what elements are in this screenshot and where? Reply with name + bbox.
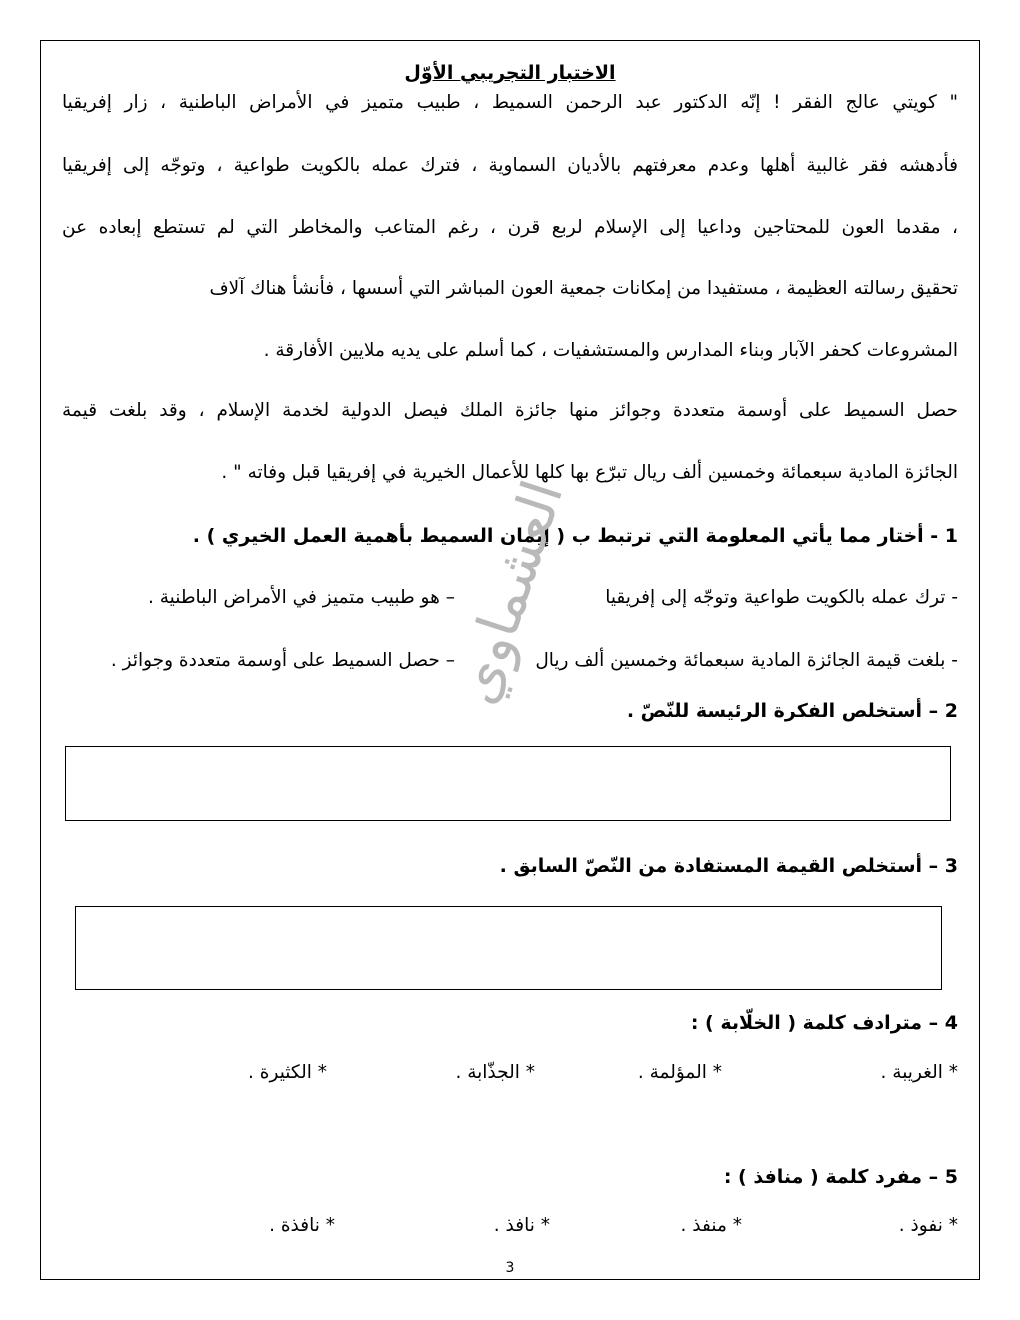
question-3: 3 – أستخلص القيمة المستفادة من النّصّ السابق . (499, 855, 958, 877)
answer-box-q2[interactable] (65, 746, 951, 821)
q1-option-4[interactable]: – حصل السميط على أوسمة متعددة وجوائز . (110, 650, 455, 671)
question-1: 1 - أختار مما يأتي المعلومة التي ترتبط ب ( إيمان السميط بأهمية العمل الخيري ) . (192, 525, 958, 547)
passage-line-3: ، مقدما العون للمحتاجين وداعيا إلى الإسلام لربع قرن ، رغم المتاعب والمخاطر التي لم تستطع إبعاده عن (62, 217, 958, 238)
passage-line-2: فأدهشه فقر غالبية أهلها وعدم معرفتهم بالأديان السماوية ، فترك عمله بالكويت طواعية ، وتوجّه إلى إفريقيا (62, 155, 958, 176)
q4-option-4[interactable]: * الكثيرة . (248, 1062, 327, 1083)
q4-option-3[interactable]: * الجذّابة . (455, 1062, 535, 1083)
exam-title: الاختبار التجريبي الأوّل (404, 62, 616, 84)
q1-option-3[interactable]: - بلغت قيمة الجائزة المادية سبعمائة وخمسين ألف ريال (535, 650, 958, 671)
q5-option-4[interactable]: * نافذة . (269, 1215, 335, 1236)
passage-line-5: المشروعات كحفر الآبار وبناء المدارس والمستشفيات ، كما أسلم على يديه ملايين الأفارقة . (263, 340, 958, 361)
passage-line-6: حصل السميط على أوسمة متعددة وجوائز منها جائزة الملك فيصل الدولية لخدمة الإسلام ، وقد بلغت قيمة (62, 400, 958, 421)
q4-option-2[interactable]: * المؤلمة . (637, 1062, 722, 1083)
question-5: 5 – مفرد كلمة ( منافذ ) : (723, 1166, 958, 1188)
q4-option-1[interactable]: * الغريبة . (880, 1062, 958, 1083)
page-number: 3 (505, 1260, 515, 1276)
question-4: 4 – مترادف كلمة ( الخلّابة ) : (690, 1012, 958, 1034)
q5-option-3[interactable]: * نافذ . (493, 1215, 550, 1236)
question-2: 2 – أستخلص الفكرة الرئيسة للنّصّ . (626, 700, 958, 722)
q1-option-1[interactable]: - ترك عمله بالكويت طواعية وتوجّه إلى إفريقيا (605, 587, 958, 608)
passage-line-4: تحقيق رسالته العظيمة ، مستفيدا من إمكانات جمعية العون المباشر التي أسسها ، فأنشأ هناك آلاف (209, 278, 958, 299)
passage-line-7: الجائزة المادية سبعمائة وخمسين ألف ريال تبرّع بها كلها للأعمال الخيرية في إفريقيا قبل وفاته " . (221, 462, 958, 483)
watermark: العشماوي (443, 473, 577, 712)
passage-line-1: " كويتي عالج الفقر ! إنّه الدكتور عبد الرحمن السميط ، طبيب متميز في الأمراض الباطنية ، زار إفريقيا (62, 92, 958, 113)
q5-option-2[interactable]: * منفذ . (680, 1215, 742, 1236)
q1-option-2[interactable]: – هو طبيب متميز في الأمراض الباطنية . (147, 587, 455, 608)
answer-box-q3[interactable] (75, 906, 942, 990)
q5-option-1[interactable]: * نفوذ . (898, 1215, 958, 1236)
